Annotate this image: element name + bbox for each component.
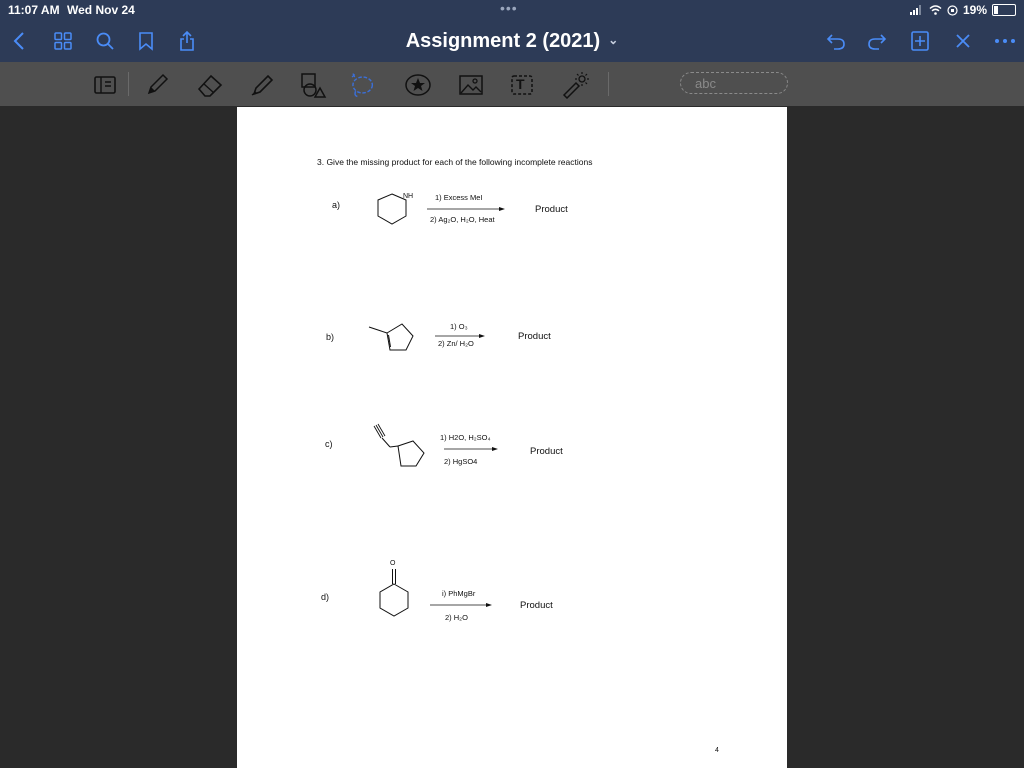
add-page-button[interactable] [907, 28, 933, 54]
reaction-c-reagent-bottom: 2) HgSO4 [444, 457, 478, 466]
image-icon [458, 73, 484, 97]
reaction-d-label: d) [321, 592, 330, 602]
reaction-b-product: Product [518, 331, 551, 342]
document-title-text: Assignment 2 (2021) [405, 30, 601, 52]
laser-pointer-icon [560, 71, 590, 99]
carbonyl-oxygen-label: O [390, 560, 396, 567]
reaction-d-reagent-bottom: 2) H₂O [445, 613, 468, 622]
reaction-d-arrow [430, 602, 494, 608]
lasso-tool-button[interactable] [345, 70, 375, 100]
highlighter-tool-button[interactable] [247, 70, 277, 100]
chevron-down-icon: ⌄ [608, 33, 619, 47]
text-tool-button[interactable] [507, 70, 537, 100]
more-icon [994, 37, 1016, 45]
piperidine-nh-label: NH [403, 193, 414, 200]
ethynylcyclopentane-structure [370, 423, 430, 471]
drawing-toolbar [0, 62, 1024, 106]
reaction-b-reagent-top: 1) O₃ [450, 322, 468, 331]
status-bar [0, 0, 1024, 20]
toolbar-divider [128, 72, 129, 96]
status-right [910, 3, 1016, 17]
reaction-a-reagent-bottom: 2) Ag₂O, H₂O, Heat [430, 215, 495, 224]
star-sticker-icon [404, 72, 432, 98]
toolbar-divider [608, 72, 609, 96]
reaction-d-product: Product [520, 600, 553, 611]
eraser-tool-button[interactable] [195, 70, 225, 100]
reaction-a-label: a) [332, 200, 341, 210]
battery-icon [992, 4, 1016, 16]
battery-percent: 19% [962, 3, 987, 17]
page-number: 4 [715, 747, 719, 754]
redo-icon [866, 31, 888, 51]
orientation-lock-icon [947, 5, 958, 16]
reaction-a-arrow [427, 206, 507, 212]
status-date: Wed Nov 24 [67, 3, 135, 17]
close-button[interactable] [950, 28, 976, 54]
nav-bar [0, 20, 1024, 62]
multitasking-dots-icon[interactable]: ••• [500, 0, 518, 16]
reaction-c-arrow [444, 446, 500, 452]
add-page-icon [910, 30, 930, 52]
wifi-icon [929, 5, 942, 15]
methylcyclopentene-structure [365, 319, 417, 355]
sticker-tool-button[interactable] [403, 70, 433, 100]
close-icon [954, 32, 972, 50]
image-tool-button[interactable] [456, 70, 486, 100]
pen-tool-button[interactable] [142, 70, 172, 100]
undo-icon [825, 31, 847, 51]
signal-icon [910, 5, 924, 15]
reaction-b-label: b) [326, 332, 335, 342]
text-box-placeholder: abc [695, 75, 716, 91]
reaction-a-reagent-top: 1) Excess MeI [435, 193, 483, 202]
eraser-icon [195, 72, 225, 98]
reaction-d-reagent-top: i) PhMgBr [442, 589, 476, 598]
shapes-icon [299, 71, 327, 99]
laser-pointer-button[interactable] [560, 70, 590, 100]
status-time: 11:07 AM [8, 3, 60, 17]
reaction-c-reagent-top: 1) H2O, H₂SO₄ [440, 433, 491, 442]
read-only-mode-button[interactable] [90, 70, 120, 100]
text-box-style-placeholder[interactable] [680, 72, 788, 94]
reaction-c-product: Product [530, 446, 563, 457]
read-only-icon [93, 74, 117, 96]
shapes-tool-button[interactable] [298, 70, 328, 100]
document-page[interactable] [237, 107, 787, 768]
reaction-c-label: c) [325, 439, 333, 449]
more-button[interactable] [992, 28, 1018, 54]
question-text: 3. Give the missing product for each of the following incomplete reactions [317, 157, 593, 167]
lasso-icon [345, 70, 375, 100]
text-tool-label: T [516, 76, 525, 92]
cyclohexanone-structure [372, 559, 416, 625]
reaction-a-product: Product [535, 204, 568, 215]
reaction-b-reagent-bottom: 2) Zn/ H₂O [438, 339, 474, 348]
highlighter-icon [248, 72, 276, 98]
redo-button[interactable] [864, 28, 890, 54]
undo-button[interactable] [823, 28, 849, 54]
pen-icon [144, 72, 170, 98]
